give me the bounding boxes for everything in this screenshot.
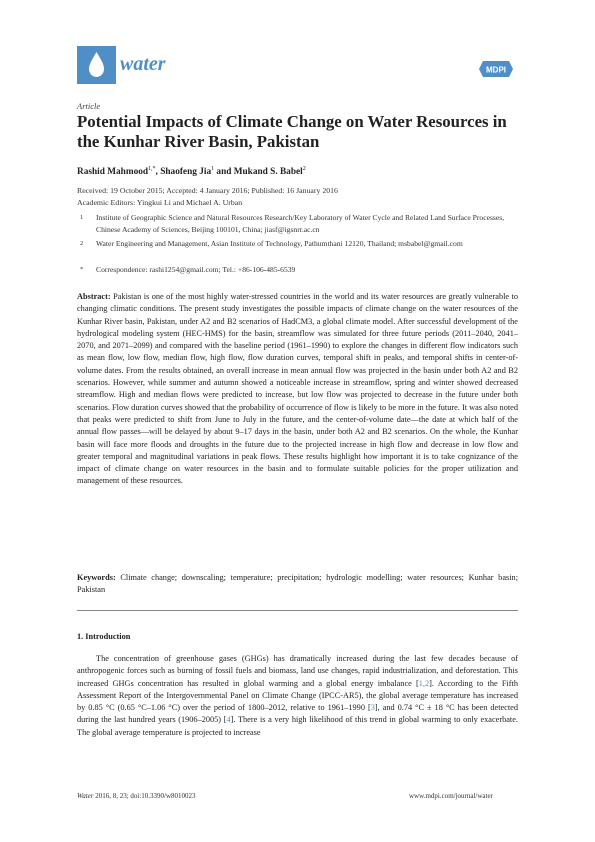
author-list [77, 166, 306, 177]
affiliation-text: Institute of Geographic Science and Natural Resources Research/Key Laboratory of Water Cycle and Related Land Surface Processes, Chinese Academy of Sciences, Beijing 100101, China; jiasf@igsnrr.ac.cn [96, 213, 505, 234]
publisher-name: MDPI [486, 65, 506, 75]
citation-link[interactable]: 1,2 [418, 678, 430, 688]
article-title: Potential Impacts of Climate Change on Water Resources in the Kunhar River Basin, Pakistan [77, 112, 507, 151]
author-name: Mukand S. Babel [233, 167, 303, 178]
author-name: Rashid Mahmood [77, 167, 149, 178]
body-text: ], and 0.74 °C ± 18 °C has been detected during the last hundred years (1906–2005) [ [77, 703, 518, 725]
author-separator: and [214, 167, 234, 178]
affiliation-mark: 2 [80, 240, 84, 247]
mdpi-logo [479, 57, 513, 81]
affiliation-mark: 1 [80, 214, 84, 221]
author-separator: , [155, 167, 161, 178]
intro-paragraph [77, 653, 518, 739]
journal-name: water [120, 53, 166, 75]
abstract-text: Pakistan is one of the most highly water-stressed countries in the world and its water resources are greatly vulnerable to changing climatic conditions. The present study investigates the possible impacts of climate change on the water resources of the Kunhar River basin, Pakistan, under A2 and B2 scenarios of HadCM3, a global climate model. After successful development of the hydrological modeling system (HEC-HMS) for the basin, streamflow was simulated for three future periods (2011–2040, 2041–2070, and 2071–2099) and compared with the baseline period (1961–1990) to explore the changes in different flow indicators such as mean flow, low flow, median flow, high flow, flow duration curves, temporal shift in peaks, and temporal shifts in center-of-volume dates. From the results obtained, an overall increase in mean annual flow was projected in the basin under both A2 and B2 scenarios. However, while summer and autumn showed a noticeable increase in streamflow, spring and winter showed decreased streamflow. High and median flows were predicted to increase, but low flow was projected to decrease in the future under both scenarios. Flow duration curves showed that the probability of occurrence of flow is likely to be more in the future. It was also noted that peaks were predicted to shift from June to July in the future, and the center-of-volume date—the date at which half of the annual flow passes—will be delayed by about 9–17 days in the basin, under both A2 and B2 scenarios. On the whole, the Kunhar basin will face more floods and droughts in the future due to the projected increase in high flow and decrease in low flow and greater temporal and magnitudinal variations in peak flows. These results highlight how important it is to take cognizance of the impact of climate change on water resources in the basin and to formulate suitable policies for the proper utilization and management of these resources. [77, 292, 519, 486]
citation-link[interactable]: 3 [370, 703, 375, 713]
abstract [77, 291, 518, 488]
footer-journal: Water [77, 792, 94, 800]
correspondence-text: Correspondence: rashi1254@gmail.com; Tel.: +86-106-485-6539 [96, 265, 296, 274]
section-divider [77, 610, 518, 611]
footer-url[interactable]: www.mdpi.com/journal/water [409, 792, 493, 800]
body-text: ]. According to the Fifth Assessment Report of the Intergovernmental Panel on Climate Change (IPCC-AR5), the global average temperature has increased by 0.85 °C (0.65 °C–1.06 °C) over the period of 1800–2012, relative to 1961–1990 [ [77, 678, 518, 713]
body-text: The concentration of greenhouse gases (GHGs) has dramatically increased during the last few decades because of anthropogenic forces such as burning of fossil fuels and biomass, land use changes, rapid industrialization, and deforestation. This increased GHGs concentration has resulted in global warming and a global energy imbalance [ [77, 654, 518, 688]
keywords-label: Keywords: [77, 573, 116, 582]
footer-doi: 2016, 8, 23; doi:10.3390/w8010023 [95, 792, 196, 800]
keywords-text: Climate change; downscaling; temperature; precipitation; hydrologic modelling; water resources; Kunhar basin; Pakistan [77, 573, 518, 595]
author-affiliation-mark: 1,* [148, 166, 156, 172]
journal-logo [77, 46, 116, 84]
article-type: Article [77, 101, 101, 111]
footer-citation [77, 792, 196, 800]
author-name: Shaofeng Jia [160, 167, 212, 178]
author-affiliation-mark: 2 [302, 166, 306, 172]
academic-editors: Academic Editors: Yingkui Li and Michael A. Urban [77, 198, 243, 207]
affiliation-text: Water Engineering and Management, Asian Institute of Technology, Pathumthani 12120, Thailand; msbabel@gmail.com [96, 239, 463, 248]
publication-dates: Received: 19 October 2015; Accepted: 4 January 2016; Published: 16 January 2016 [77, 186, 338, 195]
affiliation-mark: * [80, 266, 84, 273]
keywords [77, 572, 518, 597]
citation-link[interactable]: 4 [226, 715, 231, 725]
abstract-label: Abstract: [77, 292, 111, 301]
section-heading: 1. Introduction [77, 632, 131, 641]
author-affiliation-mark: 1 [211, 166, 215, 172]
body-text: ]. There is a very high likelihood of this trend in global warming to only exacerbate. The global average temperature is projected to increase [77, 715, 518, 737]
